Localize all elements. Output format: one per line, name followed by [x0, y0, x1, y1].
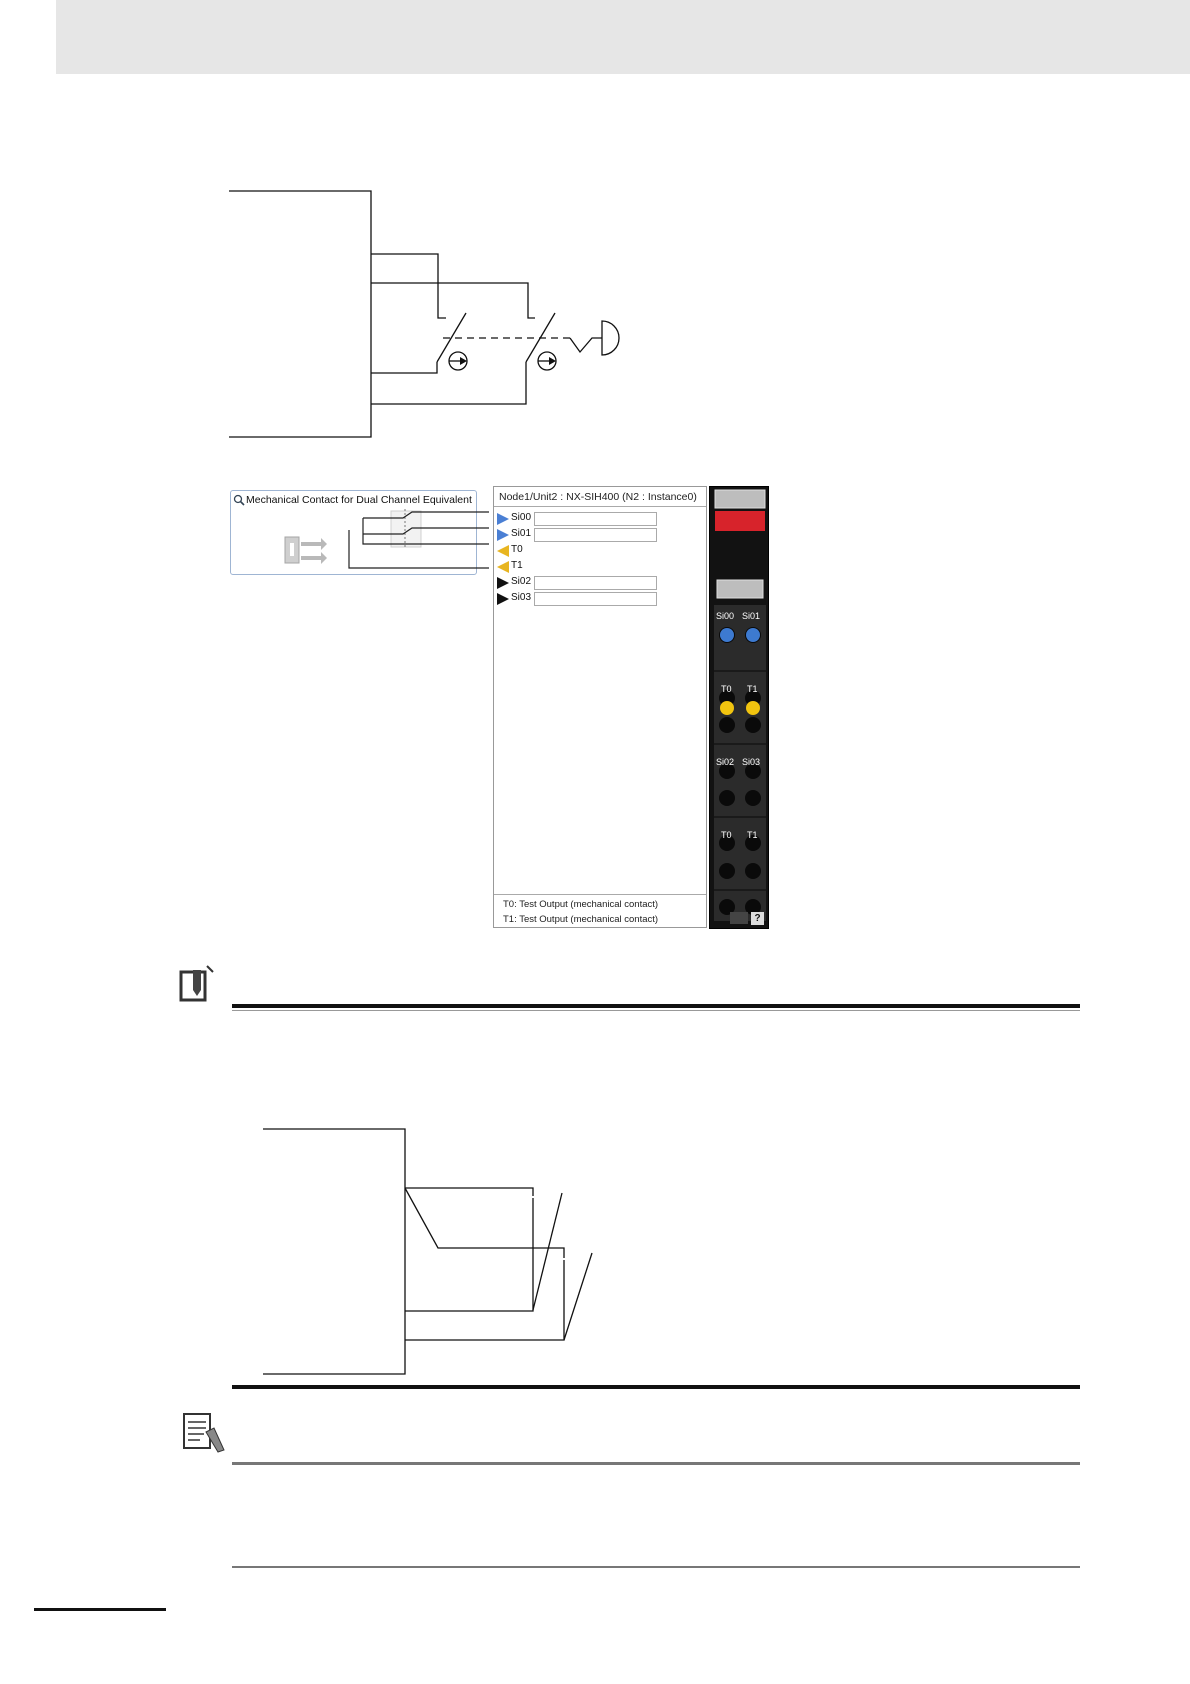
precautions-rule-bottom — [232, 1385, 1080, 1389]
additional-info-rule-bottom — [232, 1566, 1080, 1568]
terminal-label: Si01 — [742, 611, 761, 621]
io-label: Si00 — [511, 512, 532, 523]
terminal-label: T0 — [721, 684, 732, 694]
terminal-label: T0 — [721, 830, 732, 840]
terminal-label: Si03 — [742, 757, 761, 767]
additional-info-notepad-icon — [182, 1410, 226, 1454]
io-label: Si01 — [511, 528, 532, 539]
io-label: T1 — [511, 560, 523, 571]
io-label: Si02 — [511, 576, 532, 587]
additional-info-rule-top — [232, 1462, 1080, 1465]
terminal-label: Si02 — [716, 757, 735, 767]
terminal-label: T1 — [747, 684, 758, 694]
legend-line: T1: Test Output (mechanical contact) — [503, 914, 659, 925]
help-icon[interactable]: ? — [751, 912, 764, 925]
node-panel-title: Node1/Unit2 : NX-SIH400 (N2 : Instance0) — [494, 487, 706, 507]
terminal-label: T1 — [747, 830, 758, 840]
unit-outline-2 — [263, 1129, 405, 1374]
function-block-title: Mechanical Contact for Dual Channel Equivalent — [246, 494, 472, 506]
io-label: T0 — [511, 544, 523, 555]
footer-rule — [34, 1608, 166, 1611]
legend-line: T0: Test Output (mechanical contact) — [503, 899, 659, 910]
terminal-label: Si00 — [716, 611, 735, 621]
io-label: Si03 — [511, 592, 532, 603]
